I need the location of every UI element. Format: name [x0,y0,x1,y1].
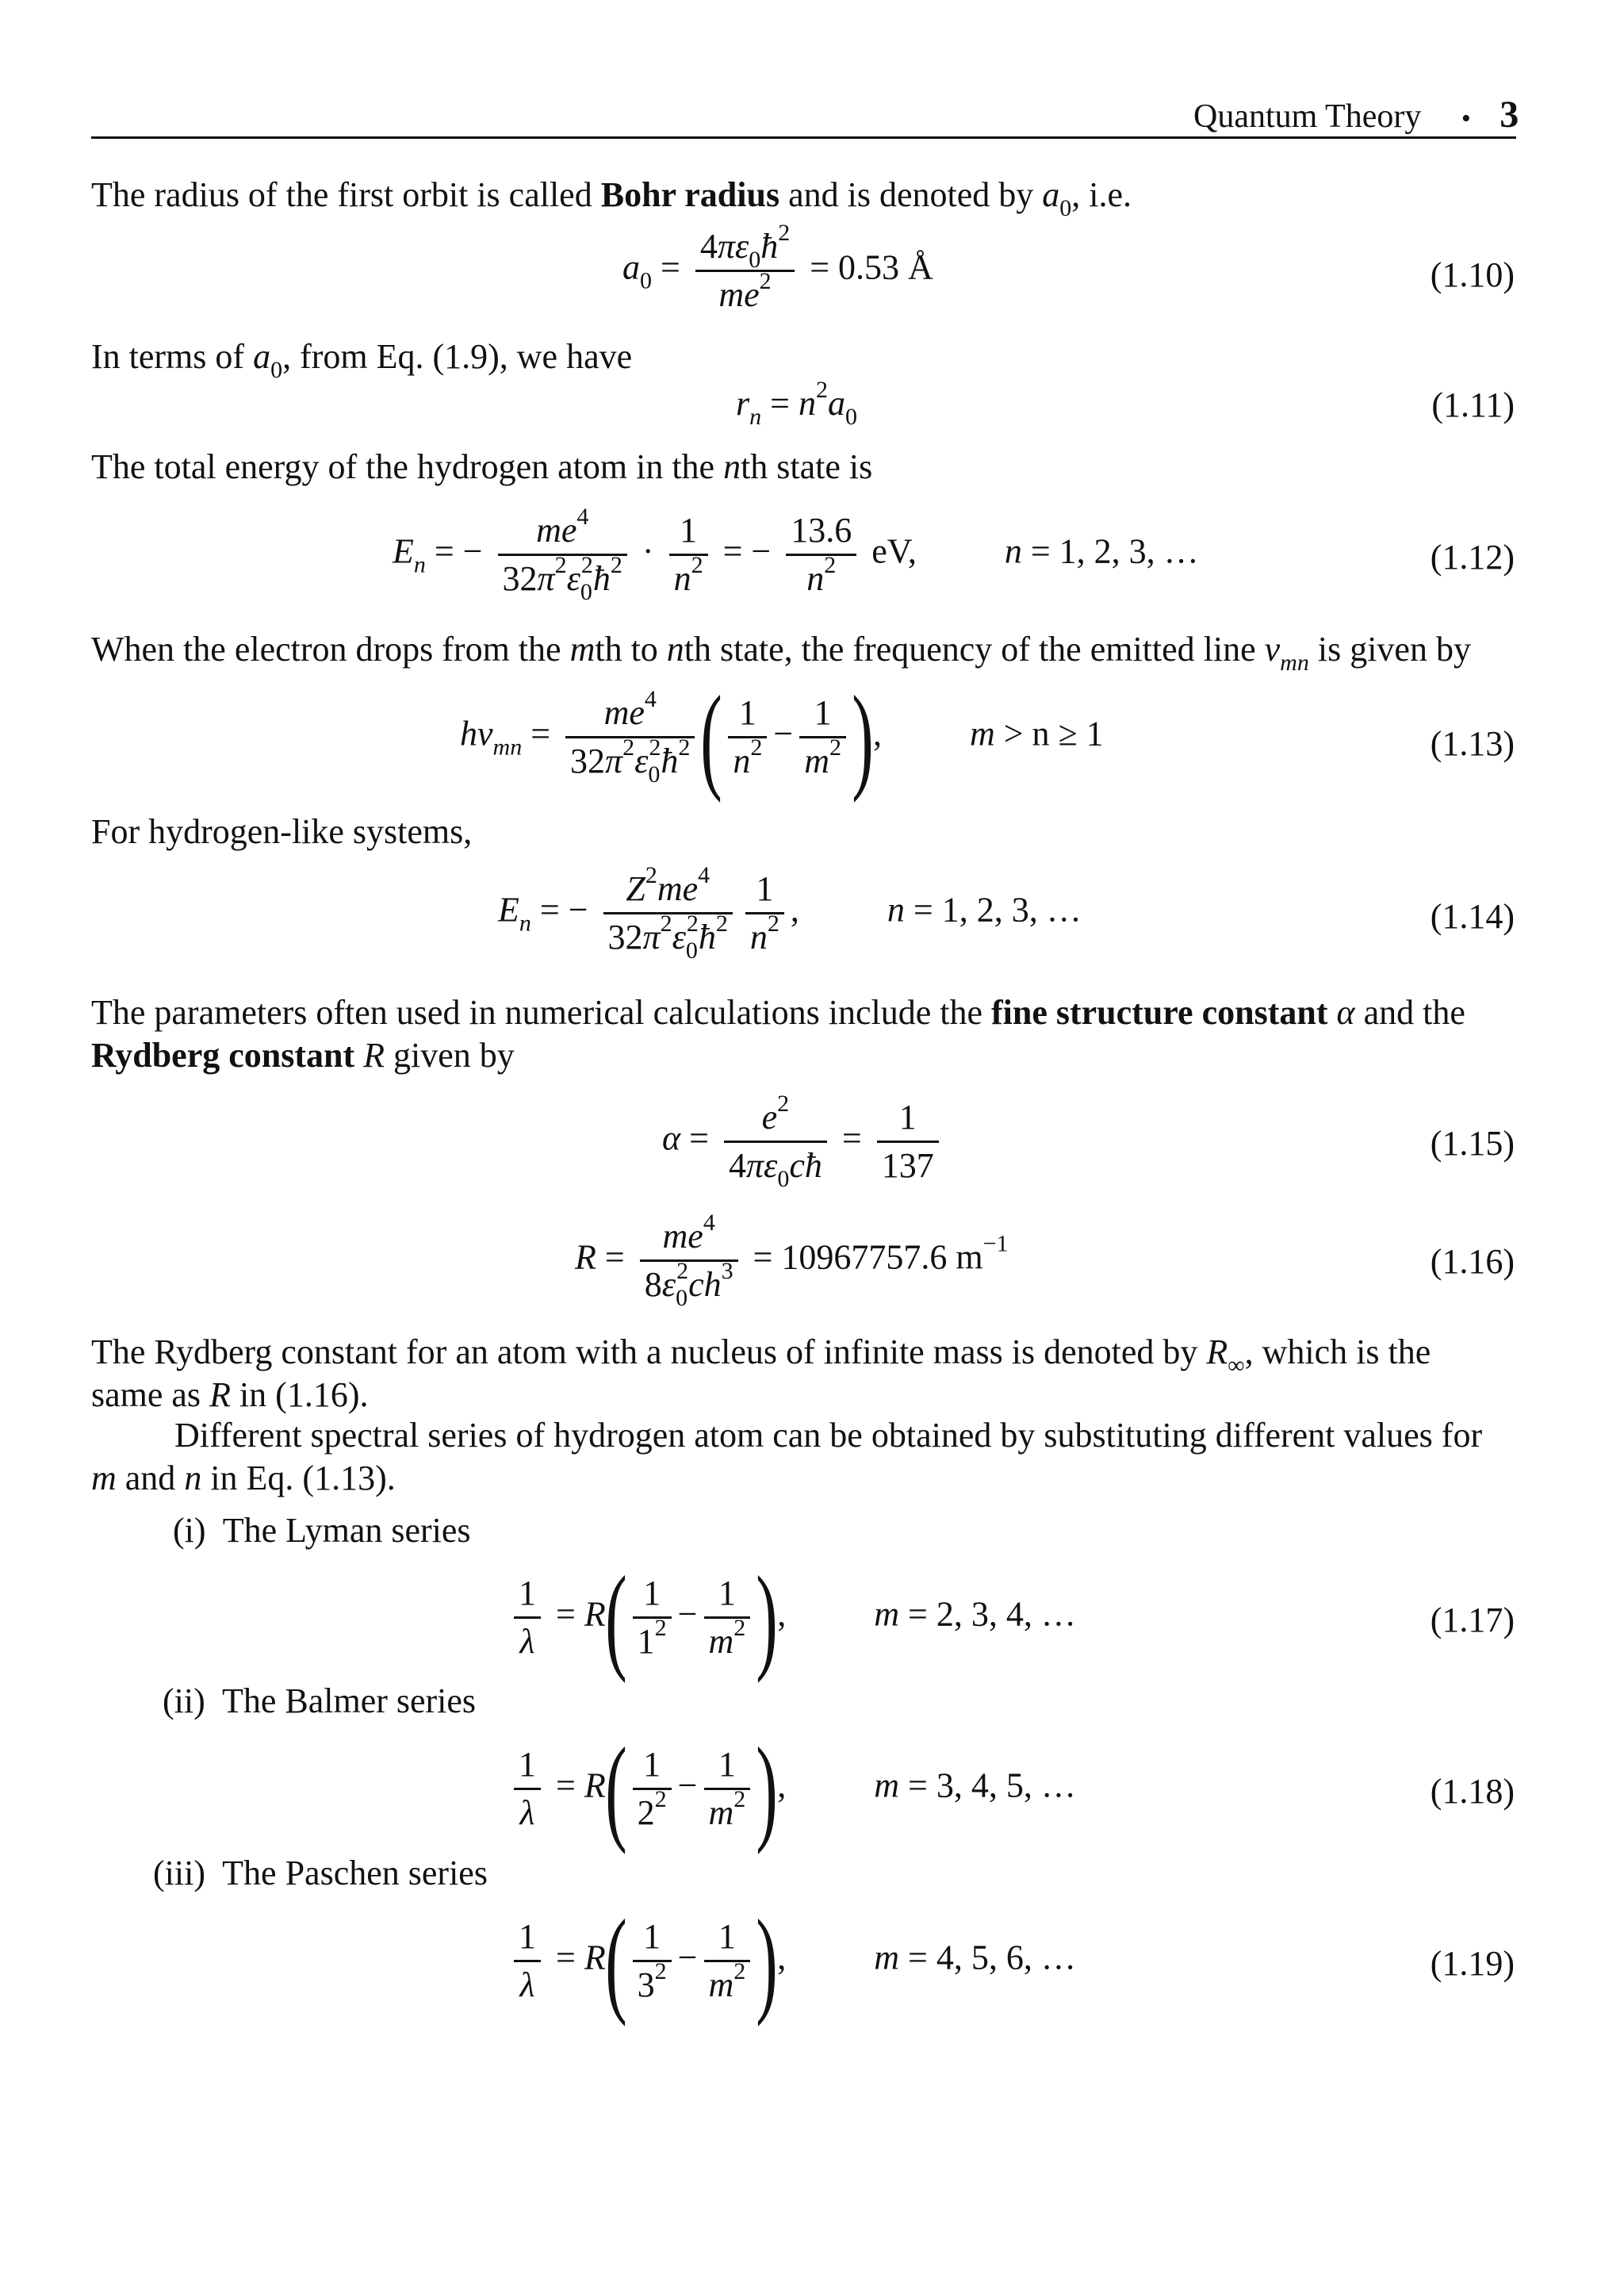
sub: 0 [1059,195,1072,221]
text: , which is the [1244,1332,1431,1371]
paragraph-spectral-series [91,1414,1482,1500]
text: The total energy of the hydrogen atom in the [91,447,724,486]
sub: mn [1280,650,1309,676]
text: in (1.16). [230,1375,369,1414]
text: , from Eq. (1.9), we have [282,337,633,376]
sub: ∞ [1228,1352,1245,1378]
var: R [209,1375,231,1414]
text: and the [1354,993,1465,1032]
header-bullet: • [1461,104,1471,133]
equation-number: (1.19) [1430,1944,1515,1983]
paragraph-in-terms-of [91,335,633,383]
term-fine-structure-constant: fine structure constant [991,993,1328,1032]
paragraph-bohr-radius [91,174,1132,221]
text: th state is [741,447,873,486]
equation-1-14: $E_n$ = − $\frac{Z^2me^4}{32\pi^2\varepsilon_0^2ħ^2}$ $\frac{1}{n^2}$ , n = 1, 2, 3, … [498,862,1082,964]
list-item-lyman: (i) The Lyman series [173,1511,471,1550]
text: is given by [1308,630,1471,669]
text: Different spectral series of hydrogen atom can be obtained by substituting different values for [174,1416,1483,1455]
series-base: 2 [637,1793,655,1832]
text: For hydrogen-like systems, [91,812,473,851]
fraction: $\frac{4\pi\varepsilon_0ħ^2}{me^2}$ [695,224,795,318]
equation-1-18: $\frac{1}{\lambda}$ = R( $\frac{1}{2^2}$ − $\frac{1}{m^2}$ ), m = 3, 4, 5, … [508,1742,1076,1836]
text: same as [91,1375,210,1414]
eq-condition: = 4, 5, 6, … [908,1938,1076,1977]
var: R [363,1036,385,1075]
equation-number: (1.13) [1430,724,1515,763]
equation-number: (1.15) [1430,1124,1515,1163]
var: m [91,1459,117,1497]
equation-1-10: $a_0$ = $\frac{4\pi\varepsilon_0ħ^2}{me^2}$ = 0.53 Å [622,224,933,318]
equation-number: (1.12) [1430,538,1515,577]
equation-number: (1.11) [1431,385,1515,424]
header-rule [91,136,1516,139]
text: and [116,1459,185,1497]
equation-1-19: $\frac{1}{\lambda}$ = R( $\frac{1}{3^2}$ − $\frac{1}{m^2}$ ), m = 4, 5, 6, … [508,1914,1076,2008]
page-number: 3 [1500,94,1519,136]
series-base: 1 [637,1622,655,1661]
var: n [184,1459,202,1497]
eq-condition: = 2, 3, 4, … [908,1594,1076,1634]
equation-number: (1.10) [1430,255,1515,294]
text: When the electron drops from the [91,630,570,669]
text: , i.e. [1071,175,1132,214]
equation-1-17: $\frac{1}{\lambda}$ = R( $\frac{1}{1^2}$ − $\frac{1}{m^2}$ ), m = 2, 3, 4, … [508,1570,1076,1665]
text: In terms of [91,337,254,376]
var: n [723,447,741,486]
paragraph-rydberg-infinite [91,1331,1431,1417]
series-base: 3 [637,1965,655,2004]
equation-number: (1.16) [1430,1242,1515,1281]
var: n [666,630,684,669]
equation-number: (1.14) [1430,897,1515,936]
eq-result: = 10967757.6 m [753,1237,983,1277]
eq-unit: eV, [871,531,917,571]
text: The Rydberg constant for an atom with a nucleus of infinite mass is denoted by [91,1332,1207,1371]
equation-number: (1.18) [1430,1772,1515,1811]
term-rydberg-constant: Rydberg constant [91,1036,355,1075]
eq-condition: = 1, 2, 3, … [913,890,1082,930]
equation-1-16: R = $\frac{me^4}{8\varepsilon_0^2ch^3}$ = 10967757.6 $m^{-1}$ [575,1210,1009,1311]
text: The radius of the first orbit is called [91,175,601,214]
equation-number: (1.17) [1430,1601,1515,1639]
paragraph-hydrogen-like [91,811,472,853]
eq-condition: = 3, 4, 5, … [908,1766,1076,1805]
eq-condition: = 1, 2, 3, … [1030,531,1199,571]
text: th to [595,630,667,669]
text: The parameters often used in numerical calculations include the [91,993,991,1032]
paragraph-electron-drops [91,628,1471,676]
term-bohr-radius: Bohr radius [600,175,780,214]
equation-1-12: $E_n$ = − $\frac{me^4}{32\pi^2\varepsilon_0^2ħ^2}$ · $\frac{1}{n^2}$ = − $\frac{13.6}{n^2}$ eV, n = 1, 2, 3, … [393,504,1199,605]
equation-1-11: $r_n = n^2a_0$ [736,377,857,430]
paragraph-parameters [91,991,1465,1077]
eq-condition: > n ≥ 1 [1003,714,1104,753]
equation-1-13: $h\nu_{mn}$ = $\frac{me^4}{32\pi^2\varepsilon_0^2ħ^2}$ ( $\frac{1}{n^2}$ − $\frac{1}{m^2}$ ), m > n ≥ 1 [460,671,1104,803]
eq-result: 137 [881,1146,934,1185]
text: th state, the frequency of the emitted line [684,630,1265,669]
running-header [1193,94,1519,140]
var: R [1206,1332,1228,1371]
text: given by [385,1036,515,1075]
paragraph-total-energy [91,446,872,489]
equation-1-15: α = $\frac{e^2}{4\pi\varepsilon_0cħ}$ = $\frac{1}{137}$ [662,1095,945,1189]
list-item-paschen: (iii) The Paschen series [153,1854,488,1892]
list-item-balmer: (ii) The Balmer series [163,1681,477,1720]
var: α [1336,993,1355,1032]
var: a [1042,175,1060,214]
var: a [253,337,271,376]
sub: 0 [270,357,283,383]
text: in Eq. (1.13). [201,1459,396,1497]
text: and is denoted by [779,175,1043,214]
eq-result: = 0.53 Å [810,247,933,287]
eq-numeric: 13.6 [786,508,856,556]
eq-exponent: −1 [982,1230,1009,1257]
var: m [569,630,596,669]
running-title: Quantum Theory [1193,98,1422,135]
var: ν [1264,630,1281,669]
